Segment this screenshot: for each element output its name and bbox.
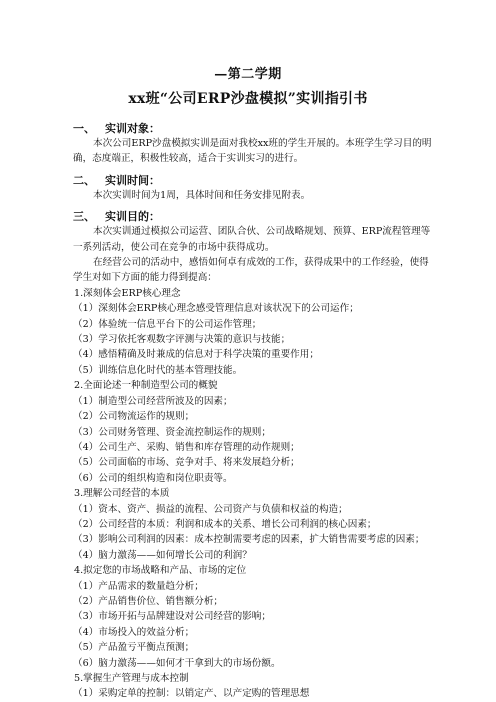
paragraph: 本次实训通过模拟公司运营、团队合伙、公司战略规划、预算、ERP流程管理等一系列活动，使公司在竞争的市场中获得成功。 xyxy=(73,226,431,253)
list-item: （5）公司面临的市场、竞争对手、将来发展趋分析； xyxy=(73,457,300,469)
list-item: （3）影响公司利润的因素：成本控制需要考虑的因素，扩大销售需要考虑的因素； xyxy=(73,534,425,546)
group-title: 4.拟定您的市场战略和产品、市场的定位 xyxy=(74,565,247,577)
paragraph: 本次实训时间为1周，具体时间和任务安排见附表。 xyxy=(93,189,311,201)
list-item: （2）产品销售价位、销售额分析； xyxy=(73,595,224,607)
list-item: （5）训练信息化时代的基本管理技能。 xyxy=(73,364,243,376)
group-title: 5.掌握生产管理与成本控制 xyxy=(74,673,189,684)
list-item: （1）制造型公司经营所波及的因素； xyxy=(73,395,233,407)
section-title: 实训对象： xyxy=(105,122,160,135)
section-title: 实训目的： xyxy=(105,210,160,224)
section-heading-2 xyxy=(73,173,433,188)
list-item: （6）脑力激荡——如何才干拿到大的市场份额。 xyxy=(73,657,281,669)
list-item: （2）体验统一信息平台下的公司运作管理； xyxy=(73,318,262,330)
section-number: 二、 xyxy=(73,173,95,187)
list-item: （4）公司生产、采购、销售和库存管理的动作规则； xyxy=(73,441,300,453)
list-item: （2）公司经营的本质：利润和成本的关系、增长公司利润的核心因素； xyxy=(73,518,377,530)
list-item: （3）公司财务管理、资金流控制运作的规则； xyxy=(73,426,271,438)
section-heading-3 xyxy=(73,209,433,224)
group-title: 1.深刻体会ERP核心理念 xyxy=(74,287,181,299)
group-title: 3.理解公司经营的本质 xyxy=(74,488,170,500)
section-title: 实训时间： xyxy=(105,173,160,187)
list-item: （4）感悟精确及时兼成的信息对于科学决策的重要作用； xyxy=(73,349,319,361)
group-title: 2.全面论述一种制造型公司的概貌 xyxy=(74,380,218,392)
section-heading-1 xyxy=(73,121,433,136)
section-number: 一、 xyxy=(73,122,95,135)
list-item: （4）市场投入的效益分析； xyxy=(73,626,195,638)
list-item: （3）市场开拓与品牌建设对公司经营的影响； xyxy=(73,611,271,623)
list-item: （4）脑力激荡——如何增长公司的利润？ xyxy=(73,549,252,561)
list-item: （1）产品需求的数量趋分析； xyxy=(73,580,204,592)
section-number: 三、 xyxy=(73,210,95,224)
paragraph: 在经营公司的活动中，感悟如何卓有成效的工作，获得成果中的工作经验，使得学生对如下方面的能力得到提高： xyxy=(73,257,429,284)
paragraph: 本次公司ERP沙盘模拟实训是面对我校xx班的学生开展的。本班学生学习目的明确，态度端正，积极性较高，适合于实训实习的进行。 xyxy=(73,138,432,165)
list-item: （1）深刻体会ERP核心理念感受管理信息对该状况下的公司运作； xyxy=(73,303,359,315)
document-title: xx班“公司ERP沙盘模拟”实训指引书 xyxy=(128,91,368,107)
list-item: （3）学习依托客观数字评测与决策的意识与技能； xyxy=(73,334,291,346)
list-item: （1）采购定单的控制：以销定产、以产定购的管理思想 xyxy=(73,688,310,700)
list-item: （1）资本、资产、损益的流程、公司资产与负债和权益的构造； xyxy=(73,503,348,515)
list-item: （6）公司的组织构造和岗位职责等。 xyxy=(73,472,233,484)
document-body xyxy=(73,121,433,702)
semester-title: —第二学期 xyxy=(214,67,282,82)
list-item: （2）公司物流运作的规则； xyxy=(73,411,195,423)
list-item: （5）产品盈亏平衡点预测； xyxy=(73,642,195,654)
